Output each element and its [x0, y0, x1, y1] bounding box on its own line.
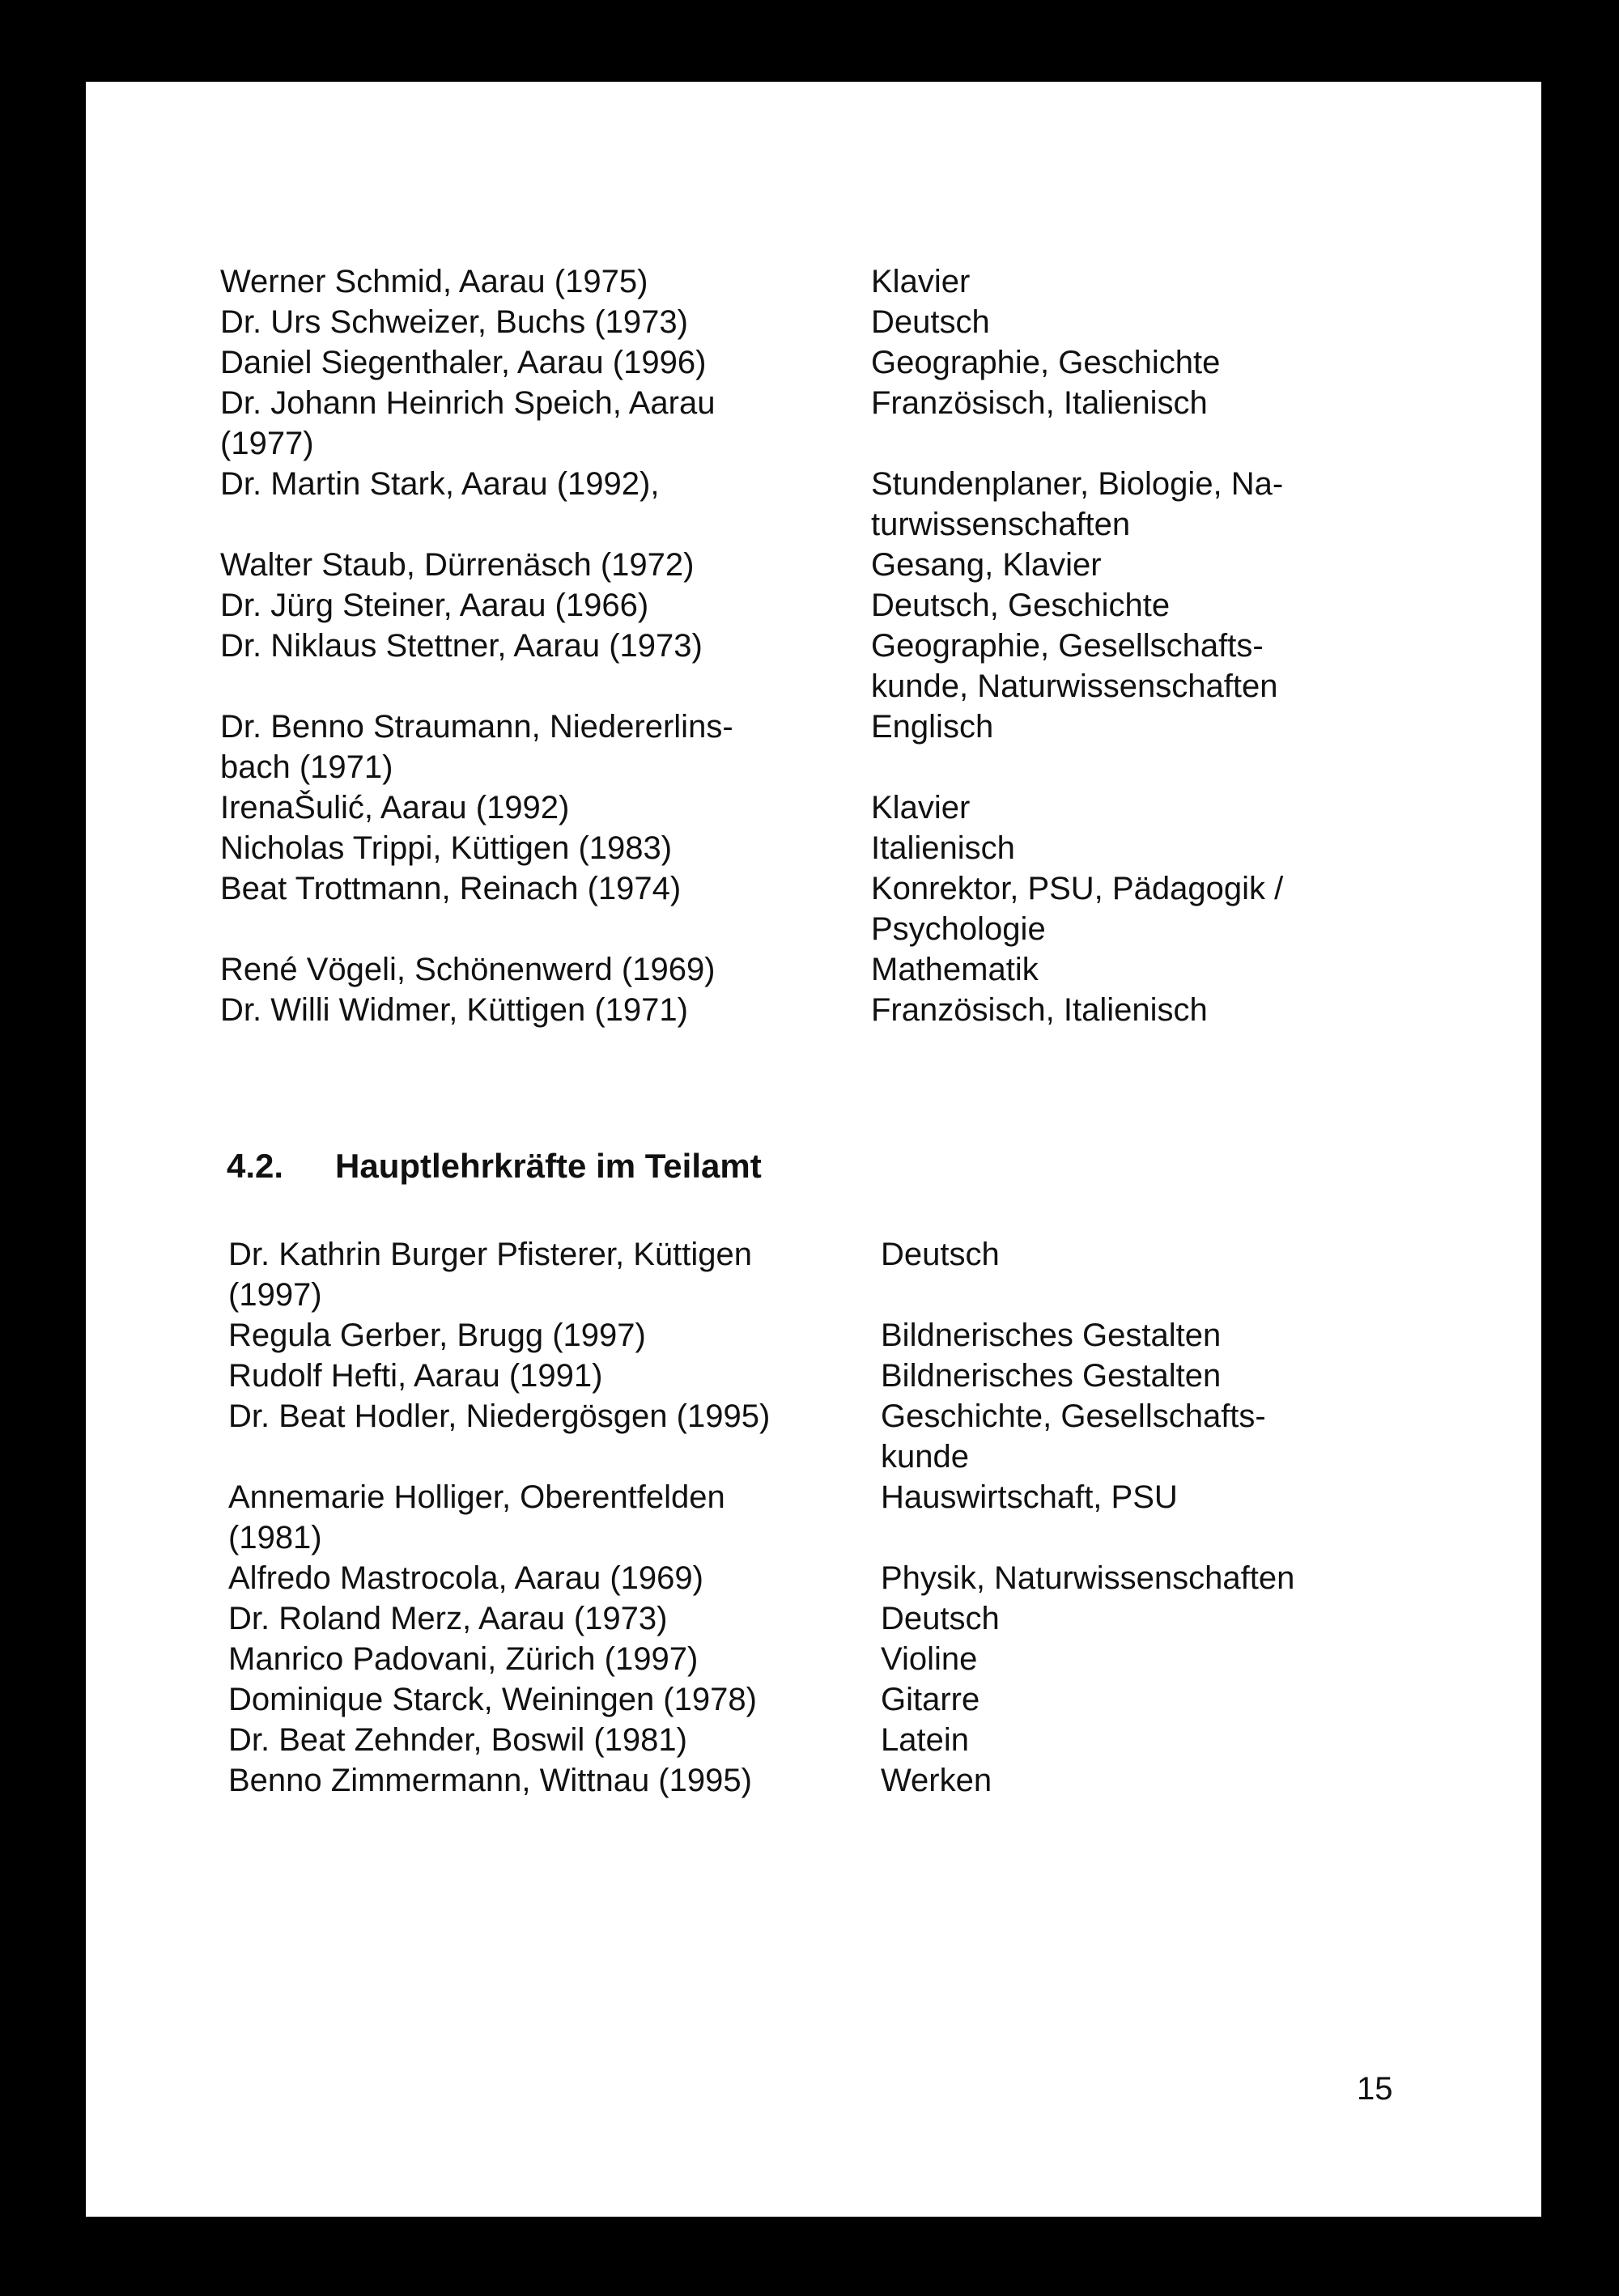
teacher-subject	[871, 261, 970, 302]
teacher-subject	[881, 1396, 1266, 1477]
teacher-subject	[881, 1598, 1000, 1639]
teacher-name-line: Dr. Willi Widmer, Küttigen (1971)	[220, 992, 688, 1028]
teacher-name-line: Dr. Martin Stark, Aarau (1992),	[220, 466, 660, 502]
teacher-subject	[881, 1639, 977, 1679]
teacher-subject-line: Latein	[881, 1722, 969, 1758]
teacher-name	[220, 787, 569, 828]
teacher-name-line: (1977)	[220, 426, 314, 461]
teacher-name	[228, 1396, 770, 1437]
teacher-name	[220, 342, 706, 383]
teacher-subject-line: Französisch, Italienisch	[871, 385, 1208, 421]
teacher-name	[228, 1356, 602, 1396]
teacher-name-line: Dr. Urs Schweizer, Buchs (1973)	[220, 304, 688, 340]
teacher-name-line: Dr. Jürg Steiner, Aarau (1966)	[220, 588, 649, 623]
teacher-subject-line: Geographie, Geschichte	[871, 345, 1221, 380]
teacher-subject-line: kunde, Naturwissenschaften	[871, 668, 1278, 704]
teacher-name-line: (1981)	[228, 1520, 322, 1555]
teacher-name	[228, 1760, 752, 1801]
teacher-subject-line: Klavier	[871, 790, 971, 825]
teacher-name	[228, 1679, 757, 1720]
teacher-subject	[871, 464, 1283, 545]
teacher-name-line: Walter Staub, Dürrenäsch (1972)	[220, 547, 695, 583]
teacher-name-line: Manrico Padovani, Zürich (1997)	[228, 1641, 699, 1677]
teacher-subject	[871, 545, 1102, 585]
teacher-subject-line: Stundenplaner, Biologie, Na-	[871, 466, 1284, 502]
teacher-name-line: Rudolf Hefti, Aarau (1991)	[228, 1358, 603, 1394]
section-number: 4.2.	[227, 1147, 284, 1185]
teacher-subject	[871, 342, 1220, 383]
teacher-name	[220, 828, 672, 868]
teacher-name-line: Dominique Starck, Weiningen (1978)	[228, 1682, 757, 1717]
teacher-subject-line: Mathematik	[871, 952, 1039, 987]
teacher-name-line: Dr. Kathrin Burger Pfisterer, Küttigen	[228, 1237, 752, 1272]
teacher-subject-line: Bildnerisches Gestalten	[881, 1318, 1222, 1353]
teacher-subject-line: turwissenschaften	[871, 507, 1131, 542]
teacher-name-line: Dr. Beat Hodler, Niedergösgen (1995)	[228, 1398, 771, 1434]
teacher-subject	[871, 383, 1208, 423]
teacher-name-line: René Vögeli, Schönenwerd (1969)	[220, 952, 716, 987]
teacher-subject-line: Werken	[881, 1763, 992, 1798]
teacher-name	[220, 261, 648, 302]
teacher-name-line: Benno Zimmermann, Wittnau (1995)	[228, 1763, 752, 1798]
teacher-subject	[871, 626, 1278, 707]
teacher-name	[228, 1477, 725, 1558]
teacher-subject-line: Psychologie	[871, 911, 1046, 947]
teacher-name	[220, 707, 733, 787]
teacher-name-line: bach (1971)	[220, 749, 393, 785]
section-title: Hauptlehrkräfte im Teilamt	[335, 1147, 762, 1185]
teacher-subject	[871, 707, 993, 747]
teacher-subject-line: Deutsch	[871, 304, 990, 340]
teacher-name	[220, 464, 659, 504]
teacher-subject	[881, 1356, 1221, 1396]
teacher-subject	[881, 1760, 992, 1801]
teacher-name-line: Alfredo Mastrocola, Aarau (1969)	[228, 1560, 703, 1596]
teacher-name	[220, 868, 681, 909]
teacher-name	[228, 1234, 752, 1315]
teacher-subject-line: Gesang, Klavier	[871, 547, 1102, 583]
teacher-name	[220, 302, 688, 342]
teacher-subject-line: Gitarre	[881, 1682, 980, 1717]
teacher-subject-line: Französisch, Italienisch	[871, 992, 1208, 1028]
teacher-name-line: Dr. Benno Straumann, Niedererlins-	[220, 709, 733, 745]
teacher-subject-line: Deutsch, Geschichte	[871, 588, 1171, 623]
teacher-subject-line: Englisch	[871, 709, 994, 745]
page-number: 15	[1357, 2071, 1393, 2107]
teacher-subject	[881, 1477, 1178, 1517]
teacher-subject	[881, 1720, 969, 1760]
teacher-subject	[871, 828, 1015, 868]
teacher-subject-line: Physik, Naturwissenschaften	[881, 1560, 1295, 1596]
teacher-name	[220, 383, 715, 464]
teacher-name	[220, 545, 694, 585]
teacher-name	[228, 1720, 687, 1760]
teacher-subject-line: Klavier	[871, 264, 971, 299]
teacher-subject-line: Konrektor, PSU, Pädagogik /	[871, 871, 1284, 906]
teacher-subject-line: Hauswirtschaft, PSU	[881, 1479, 1178, 1515]
teacher-subject	[871, 868, 1283, 949]
teacher-subject-line: kunde	[881, 1439, 969, 1475]
teacher-subject	[871, 787, 970, 828]
teacher-subject	[871, 585, 1170, 626]
teacher-subject-line: Geschichte, Gesellschafts-	[881, 1398, 1266, 1434]
teacher-subject	[881, 1234, 1000, 1275]
teacher-subject	[871, 302, 990, 342]
teacher-name-line: IrenaŠulić, Aarau (1992)	[220, 790, 570, 825]
teacher-subject-line: Italienisch	[871, 830, 1015, 866]
teacher-subject	[881, 1679, 979, 1720]
teacher-name	[228, 1315, 646, 1356]
teacher-name-line: Daniel Siegenthaler, Aarau (1996)	[220, 345, 707, 380]
teacher-subject-line: Violine	[881, 1641, 978, 1677]
teacher-subject	[881, 1558, 1294, 1598]
teacher-subject-line: Deutsch	[881, 1601, 1000, 1636]
teacher-name-line: Regula Gerber, Brugg (1997)	[228, 1318, 646, 1353]
teacher-name-line: Dr. Roland Merz, Aarau (1973)	[228, 1601, 668, 1636]
teacher-name-line: Dr. Beat Zehnder, Boswil (1981)	[228, 1722, 687, 1758]
document-page	[86, 82, 1541, 2217]
teacher-name-line: Beat Trottmann, Reinach (1974)	[220, 871, 682, 906]
teacher-name	[228, 1639, 698, 1679]
teacher-name-line: Dr. Johann Heinrich Speich, Aarau	[220, 385, 716, 421]
section-heading	[227, 1147, 762, 1186]
teacher-subject-line: Bildnerisches Gestalten	[881, 1358, 1222, 1394]
teacher-name	[228, 1598, 667, 1639]
teacher-name-line: (1997)	[228, 1277, 322, 1313]
teacher-subject-line: Deutsch	[881, 1237, 1000, 1272]
teacher-name-line: Dr. Niklaus Stettner, Aarau (1973)	[220, 628, 703, 664]
teacher-name-line: Werner Schmid, Aarau (1975)	[220, 264, 648, 299]
teacher-subject	[881, 1315, 1221, 1356]
teacher-name	[220, 626, 703, 666]
teacher-name	[228, 1558, 703, 1598]
teacher-subject	[871, 990, 1208, 1030]
teacher-subject-line: Geographie, Gesellschafts-	[871, 628, 1264, 664]
teacher-name	[220, 949, 716, 990]
teacher-name-line: Nicholas Trippi, Küttigen (1983)	[220, 830, 673, 866]
teacher-name	[220, 585, 648, 626]
teacher-name-line: Annemarie Holliger, Oberentfelden	[228, 1479, 725, 1515]
teacher-subject	[871, 949, 1039, 990]
teacher-name	[220, 990, 688, 1030]
